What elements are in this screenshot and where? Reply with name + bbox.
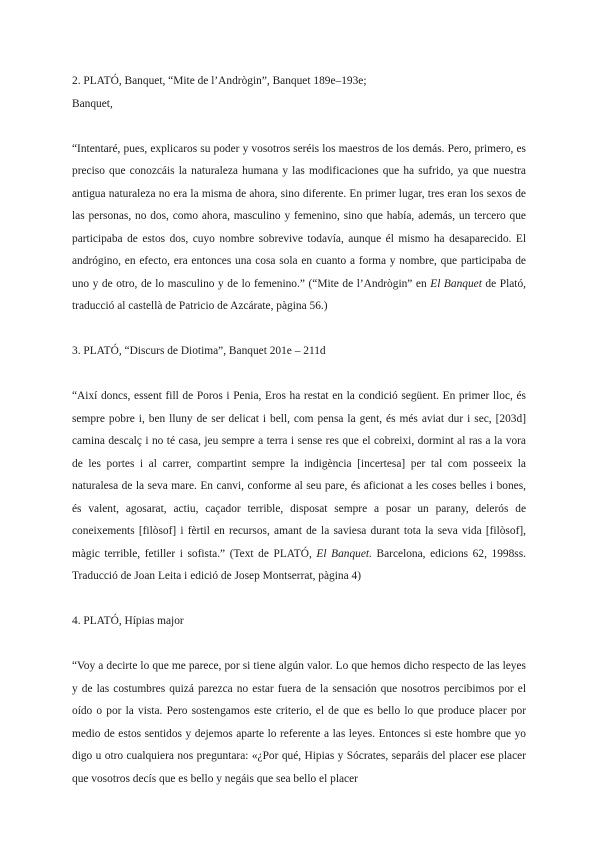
- document-body: [72, 70, 526, 813]
- section-title: 4. PLATÓ, Hípias major: [72, 615, 184, 627]
- section-title: 3. PLATÓ, “Discurs de Diotima”, Banquet 201e – 211d: [72, 345, 326, 357]
- quote-text: “Intentaré, pues, explicaros su poder y vosotros seréis los maestros de los demás. Pero, primero, es preciso que conozcáis la naturaleza humana y las modificaciones que ha sufrido, ya que nuestra antigua naturaleza no era la misma de ahora, sino diferente. En primer lugar, tres eran los sexos de las personas, no dos, como ahora, masculino y femenino, sino que había, además, un tercero que participaba de estos dos, cuyo nombre sobrevive todavía, aunque él mismo ha desaparecido. El andrógino, en efecto, era entonces una cosa sola en cuanto a forma y nombre, que participaba de uno y de otro, de lo masculino y de lo femenino.”: [72, 142, 526, 290]
- citation-title: El Banquet: [430, 277, 482, 290]
- quote-paragraph: [72, 655, 526, 790]
- citation-text: Barcelona, edicions 62, 1998ss. Traducció de Joan Leita i edició de Josep Montserrat, pàgina 4): [72, 547, 526, 582]
- section-title: 2. PLATÓ, Banquet, “Mite de l’Andrògin”, Banquet 189e–193e;: [72, 75, 367, 87]
- citation-title: El Banquet.: [316, 547, 372, 560]
- quote-paragraph: [72, 138, 526, 318]
- section-subtitle: Banquet,: [72, 97, 113, 110]
- quote-text: “Voy a decirte lo que me parece, por si tiene algún valor. Lo que hemos dicho respecto de las leyes y de las costumbres quizá parezca no estar fuera de la sensación que nosotros percibimos por el oído o por la vista. Pero sostengamos este criterio, el de que es bello lo que produce placer por medio de estos sentidos y dejemos aparte lo referente a las leyes. Entonces si este hombre que yo digo u otro cualquiera nos preguntara: «¿Por qué, Hipias y Sócrates, separáis del placer ese placer que vosotros decís que es bello y negáis que sea bello el placer: [72, 660, 526, 785]
- quote-paragraph: [72, 385, 526, 588]
- quote-text: “Així doncs, essent fill de Poros i Penia, Eros ha restat en la condició següent. En primer lloc, és sempre pobre i, ben lluny de ser delicat i bell, com pensa la gent, és més aviat dur i sec, [203d] camina descalç i no té casa, jeu sempre a terra i sense res que el cobreixi, dormint al ras a la vora de les portes i al carrer, compartint sempre la indigència [incertesa] per tal com posseeix la naturalesa de la seva mare. En canvi, conforme al seu pare, és aficionat a les coses belles i bones, és valent, agosarat, actiu, caçador terrible, disposat sempre a posar un parany, delerós de coneixements [filòsof] i fèrtil en recursos, amant de la saviesa durant tota la seva vida [filòsof], màgic terrible, fetiller i sofista.”: [72, 390, 526, 560]
- citation-text: (“Mite de l’Andrògin” en: [304, 277, 431, 290]
- citation-text: (Text de PLATÓ,: [225, 547, 317, 560]
- citation-text: de Plató, traducció al castellà de Patricio de Azcárate, pàgina 56.): [72, 277, 526, 312]
